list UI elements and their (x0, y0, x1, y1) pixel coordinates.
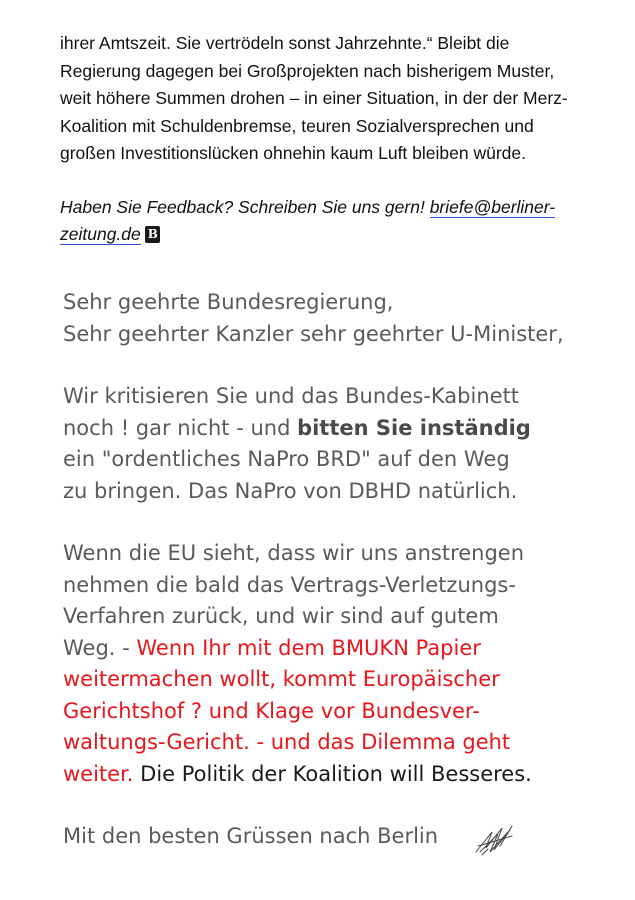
emphasis-text: bitten Sie inständig (297, 415, 531, 440)
letter-salutation: Sehr geehrte Bundesregierung, Sehr geehrter Kanzler sehr geehrter U-Minister, (63, 290, 564, 346)
warning-text: weiter. (63, 761, 134, 786)
feedback-email-link[interactable]: briefe@berliner- zeitung.de (60, 196, 556, 244)
warning-text: Gerichtshof ? und Klage vor Bundesver- (63, 698, 480, 723)
article-line: ihrer Amtszeit. Sie vertrödeln sonst Jahrzehnte.“ Bleibt die (60, 33, 510, 53)
berliner-zeitung-logo-icon (145, 226, 160, 243)
handwritten-signature (472, 822, 516, 858)
article-line: weit höhere Summen drohen – in einer Situation, in der der Merz- (60, 88, 568, 108)
warning-text: Wenn Ihr mit dem BMUKN Papier (136, 635, 481, 660)
warning-text: waltungs-Gericht. - und das Dilemma geht (63, 730, 511, 754)
article-line: Regierung dagegen bei Großprojekten nach bisherigem Muster, (60, 60, 555, 81)
article-line: großen Investitionslücken ohnehin kaum Luft bleiben würde. (60, 143, 526, 163)
feedback-note (60, 194, 620, 249)
feedback-text: Haben Sie Feedback? Schreiben Sie uns gern! (60, 196, 430, 217)
letter-paragraph: Wir kritisieren Sie und das Bundes-Kabinett noch ! gar nicht - und bitten Sie inständig ein "ordentliches NaPro BRD" auf den Weg zu bringen. Das NaPro von DBHD natürlich. (63, 384, 531, 503)
letter-paragraph: Wenn die EU sieht, dass wir uns anstrengen nehmen die bald das Vertrags-Verletzungs- Verfahren zurück, und wir sind auf gutem Weg. - Wenn Ihr mit dem BMUKN Papier weitermachen wollt, kommt Europäischer Gerichtshof ? und Klage vor Bundesver- waltungs-Gericht. - und das Dilemma geht weiter. Die Politik der Koalition will Besseres. (63, 541, 532, 786)
conclusion-text: Die Politik der Koalition will Besseres. (133, 761, 532, 786)
article-line: Koalition mit Schuldenbremse, teuren Sozialversprechen und (60, 115, 534, 136)
article-paragraph (60, 30, 620, 168)
reader-letter (63, 287, 623, 853)
article-excerpt (60, 30, 620, 249)
letter-closing: Mit den besten Grüssen nach Berlin (63, 824, 439, 848)
warning-text: weitermachen wollt, kommt Europäischer (63, 667, 500, 691)
